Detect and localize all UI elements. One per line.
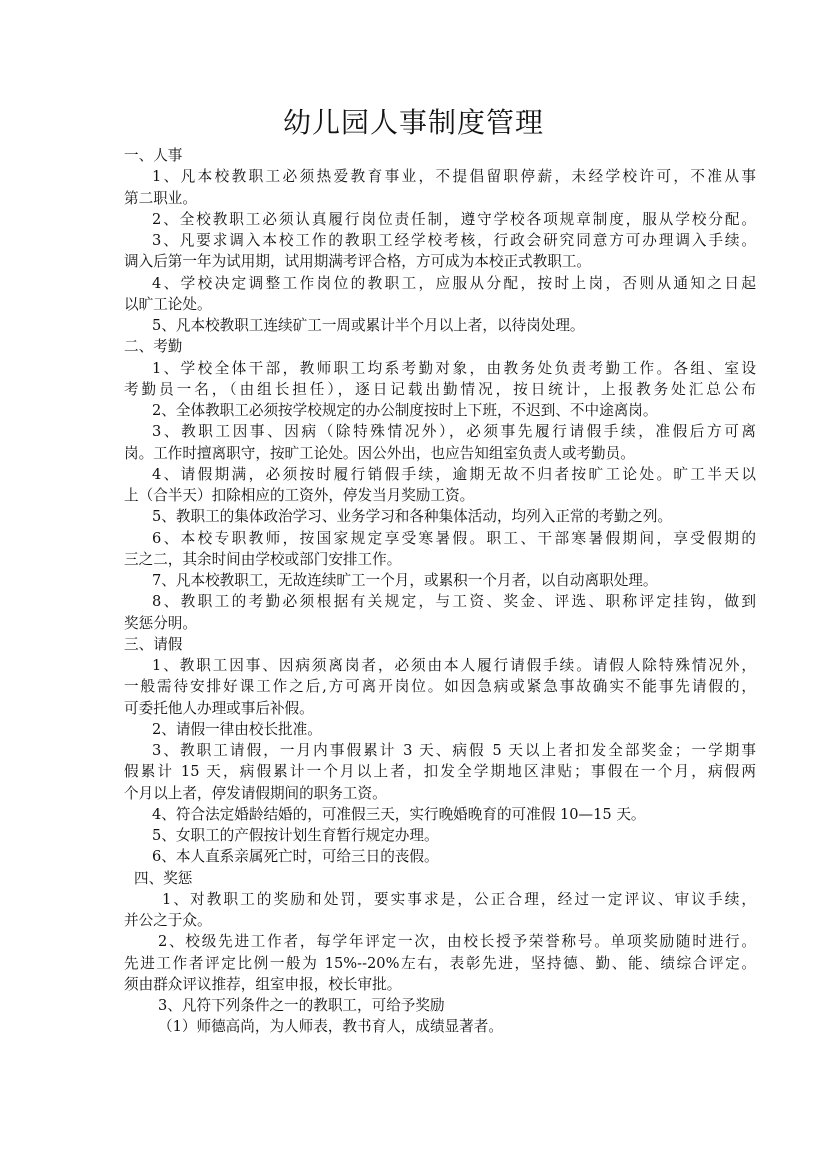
paragraph-line: 奖惩分明。 <box>124 614 197 632</box>
paragraph-line: 2、请假一律由校长批准。 <box>152 720 322 738</box>
paragraph-line: 5、凡本校教职工连续矿工一周或累计半个月以上者，以待岗处理。 <box>152 317 585 334</box>
paragraph-line: 上（合半天）扣除相应的工资外，停发当月奖励工资。 <box>124 487 475 504</box>
paragraph-line: 2、全体教职工必须按学校规定的办公制度按时上下班，不迟到、不中途离岗。 <box>152 402 658 419</box>
paragraph-line: 6、本人直系亲属死亡时，可给三日的丧假。 <box>152 848 439 866</box>
paragraph-line: 1、凡本校教职工必须热爱教育事业，不提倡留职停薪，未经学校许可，不准从事 <box>152 168 756 186</box>
paragraph-line: 考勤员一名，（由组长担任），逐日记载出勤情况，按日统计，上报教务处汇总公布 <box>124 380 756 398</box>
paragraph-line: 三之二，其余时间由学校或部门安排工作。 <box>124 550 402 568</box>
paragraph-line: 可委托他人办理或事后补假。 <box>124 699 314 717</box>
paragraph-line: 1、学校全体干部，教师职工均系考勤对象，由教务处负责考勤工作。各组、室设 <box>152 359 756 377</box>
paragraph-line: 1、对教职工的奖励和处罚，要实事求是，公正合理，经过一定评议、审议手续， <box>162 890 756 908</box>
paragraph-line: 7、凡本校教职工，无故连续旷工一个月，或累积一个月者，以自动离职处理。 <box>152 572 658 589</box>
page-title: 幼儿园人事制度管理 <box>282 106 544 139</box>
paragraph-line: 4、学校决定调整工作岗位的教职工，应服从分配，按时上岗，否则从通知之日起 <box>152 274 756 292</box>
paragraph-line: 8、教职工的考勤必须根据有关规定，与工资、奖金、评选、职称评定挂钩，做到 <box>152 593 756 611</box>
paragraph-line: 一般需待安排好课工作之后,方可离开岗位。如因急病或紧急事故确实不能事先请假的， <box>124 678 756 696</box>
paragraph-line: 2、全校教职工必须认真履行岗位责任制，遵守学校各项规章制度，服从学校分配。 <box>152 210 756 228</box>
paragraph-line: 并公之于众。 <box>124 912 212 929</box>
paragraph-line: 第二职业。 <box>124 189 197 207</box>
paragraph-line: 个月以上者，停发请假期间的职务工资。 <box>124 784 387 802</box>
paragraph-line: 调入后第一年为试用期，试用期满考评合格，方可成为本校正式教职工。 <box>124 253 592 271</box>
paragraph-line: 3、凡要求调入本校工作的教职工经学校考核，行政会研究同意方可办理调入手续。 <box>152 232 756 249</box>
paragraph-line: 1、教职工因事、因病须离岗者，必须由本人履行请假手续。请假人除特殊情况外， <box>152 657 756 674</box>
section-heading-rewards: 四、奖惩 <box>134 869 193 887</box>
document-body <box>124 145 756 1038</box>
section-heading-attendance: 二、考勤 <box>124 338 183 356</box>
section-heading-personnel: 一、人事 <box>124 147 183 164</box>
paragraph-line: 岗。工作时擅离职守，按旷工论处。因公外出，也应告知组室负责人或考勤员。 <box>124 444 635 462</box>
paragraph-line: 6、本校专职教师，按国家规定享受寒暑假。职工、干部寒暑假期间，享受假期的 <box>152 529 756 547</box>
paragraph-line: 4、请假期满，必须按时履行销假手续，逾期无故不归者按旷工论处。旷工半天以 <box>152 465 756 483</box>
paragraph-line: 3、教职工因事、因病（除特殊情况外），必须事先履行请假手续，准假后方可离 <box>152 423 756 441</box>
paragraph-line: 3、教职工请假，一月内事假累计 3 天、病假 5 天以上者扣发全部奖金；一学期事 <box>152 742 756 759</box>
paragraph-line: 5、女职工的产假按计划生育暂行规定办理。 <box>152 827 439 844</box>
paragraph-line: 2、校级先进工作者，每学年评定一次，由校长授予荣誉称号。单项奖励随时进行。 <box>158 933 756 951</box>
paragraph-line: 假累计 15 天，病假累计一个月以上者，扣发全学期地区津贴；事假在一个月，病假两 <box>124 763 756 781</box>
paragraph-line: （1）师德高尚，为人师表，教书育人，成绩显著者。 <box>158 1018 503 1036</box>
paragraph-line: 3、凡符下列条件之一的教职工，可给予奖励 <box>158 997 445 1014</box>
paragraph-line: 先进工作者评定比例一般为 15%--20%左右，表彰先进，坚持德、勤、能、绩综合评定。 <box>124 954 756 972</box>
paragraph-line: 4、符合法定婚龄结婚的，可准假三天，实行晚婚晚育的可准假 10—15 天。 <box>152 805 646 823</box>
paragraph-line: 5、教职工的集体政治学习、业务学习和各种集体活动，均列入正常的考勤之列。 <box>152 508 673 526</box>
paragraph-line: 以旷工论处。 <box>124 295 212 313</box>
section-heading-leave: 三、请假 <box>124 635 183 653</box>
paragraph-line: 须由群众评议推荐，组室申报，校长审批。 <box>124 975 402 993</box>
